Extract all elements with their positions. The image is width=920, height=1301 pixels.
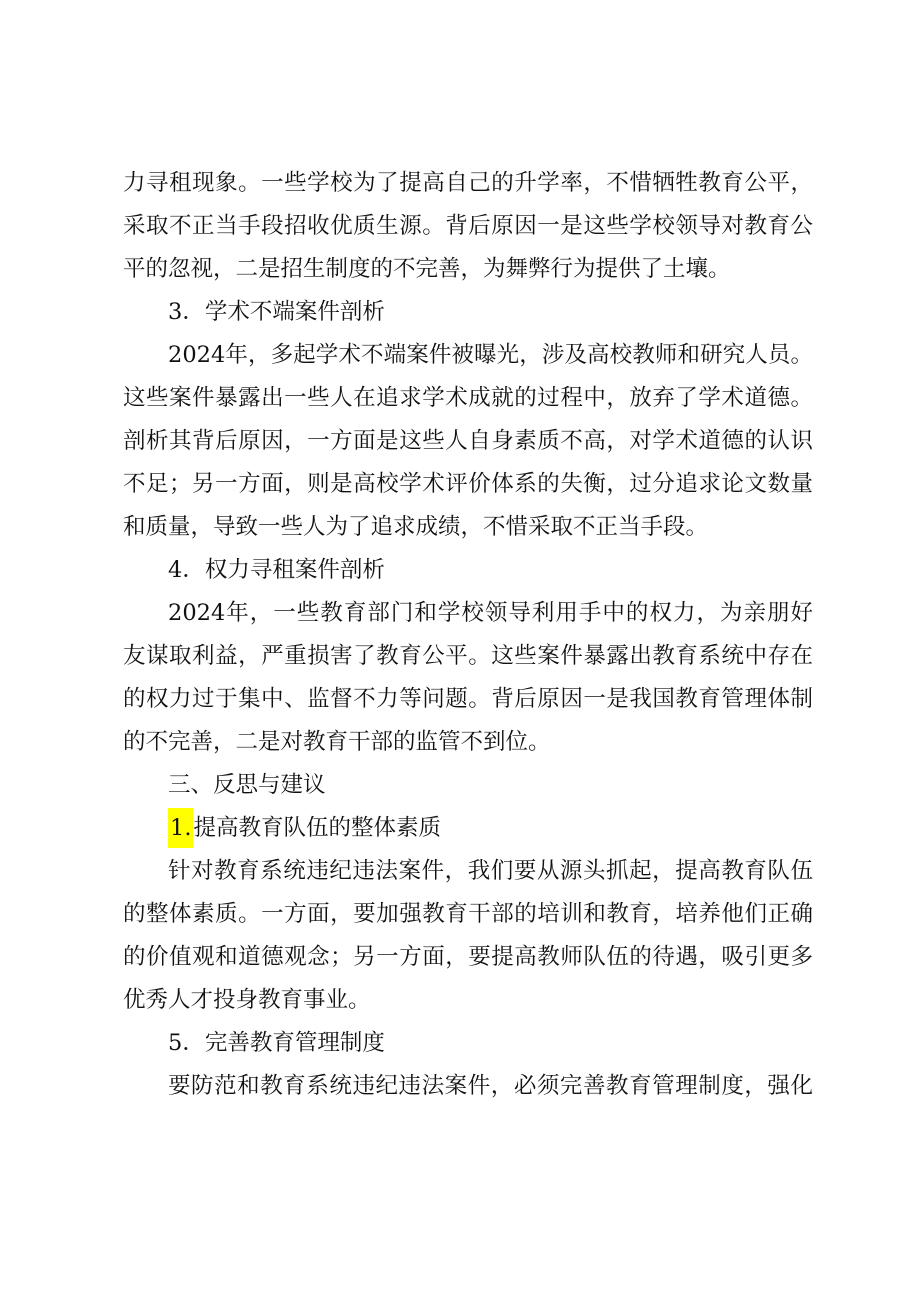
paragraph-line: 采取不正当手段招收优质生源。背后原因一是这些学校领导对教育公 <box>123 213 813 239</box>
paragraph-line: 平的忽视，二是招生制度的不完善，为舞弊行为提供了土壤。 <box>123 256 731 282</box>
paragraph-line: 的整体素质。一方面，要加强教育干部的培训和教育，培养他们正确 <box>123 901 813 927</box>
paragraph-line: 针对教育系统违纪违法案件，我们要从源头抓起，提高教育队伍 <box>168 858 813 884</box>
paragraph-line: 优秀人才投身教育事业。 <box>123 987 371 1013</box>
paragraph-line: 2024年，一些教育部门和学校领导利用手中的权力，为亲朋好 <box>168 600 813 626</box>
paragraph-line: 力寻租现象。一些学校为了提高自己的升学率，不惜牺牲教育公平， <box>123 170 813 196</box>
paragraph-line: 的价值观和道德观念；另一方面，要提高教师队伍的待遇，吸引更多 <box>123 944 813 970</box>
paragraph-line: 这些案件暴露出一些人在追求学术成就的过程中，放弃了学术道德。 <box>123 385 813 411</box>
paragraph-line: 要防范和教育系统违纪违法案件，必须完善教育管理制度，强化 <box>168 1073 813 1099</box>
paragraph-line: 剖析其背后原因，一方面是这些人自身素质不高，对学术道德的认识 <box>123 428 813 454</box>
paragraph-line: 的不完善，二是对教育干部的监管不到位。 <box>123 729 551 755</box>
paragraph-line: 不足；另一方面，则是高校学术评价体系的失衡，过分追求论文数量 <box>123 471 813 497</box>
paragraph-line: 和质量，导致一些人为了追求成绩，不惜采取不正当手段。 <box>123 514 709 540</box>
chapter-heading: 三、反思与建议 <box>168 772 326 798</box>
highlighted-list-marker: 1. <box>168 808 193 848</box>
paragraph-line: 的权力过于集中、监督不力等问题。背后原因一是我国教育管理体制 <box>123 686 813 712</box>
paragraph-line: 友谋取利益，严重损害了教育公平。这些案件暴露出教育系统中存在 <box>123 643 813 669</box>
paragraph-line: 2024年，多起学术不端案件被曝光，涉及高校教师和研究人员。 <box>168 342 813 368</box>
section-heading-5: 5．完善教育管理制度 <box>168 1030 385 1056</box>
subheading-1 <box>168 808 813 848</box>
section-heading-4: 4．权力寻租案件剖析 <box>168 557 385 583</box>
section-heading-3: 3．学术不端案件剖析 <box>168 299 385 325</box>
subheading-1-text: 提高教育队伍的整体素质 <box>193 815 441 841</box>
